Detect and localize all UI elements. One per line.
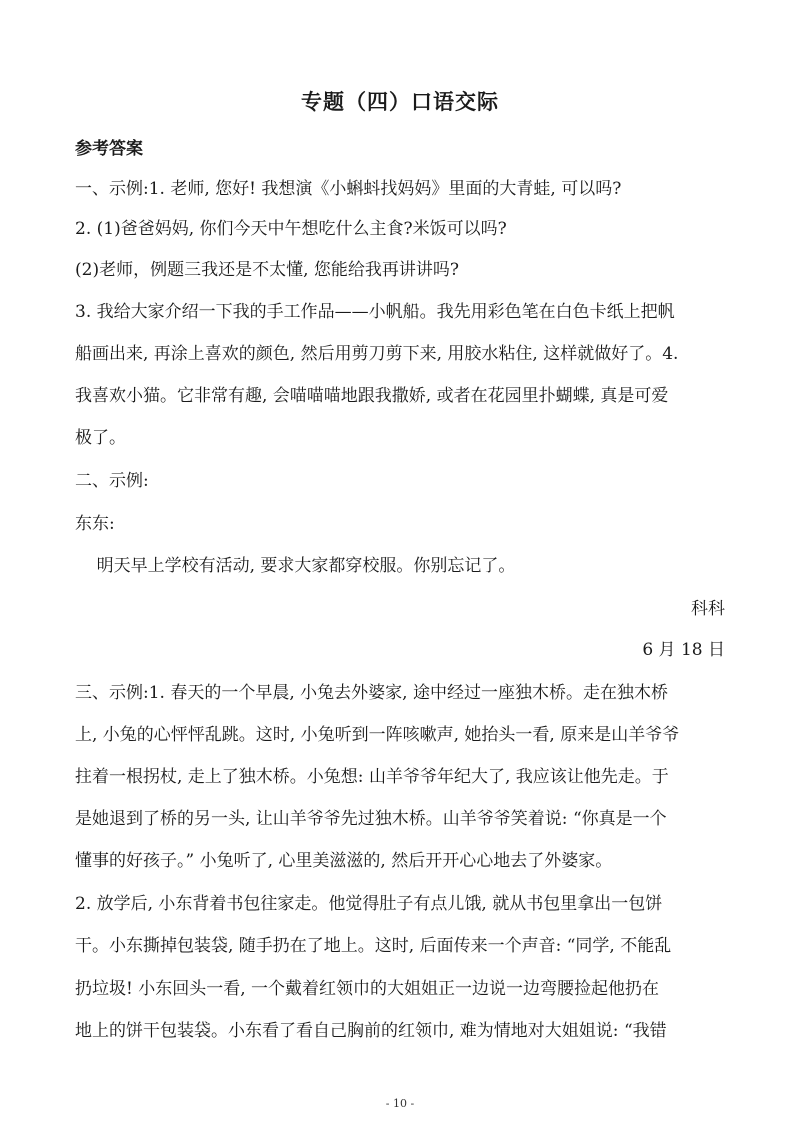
- text-line: 拄着一根拐杖, 走上了独木桥。小兔想: 山羊爷爷年纪大了, 我应该让他先走。于: [75, 767, 669, 787]
- letter-salutation: 东东:: [75, 514, 115, 534]
- page-number: - 10 -: [385, 1097, 415, 1110]
- text-line: 船画出来, 再涂上喜欢的颜色, 然后用剪刀剪下来, 用胶水粘住, 这样就做好了。4.: [75, 344, 679, 364]
- text-line: 一、示例:1. 老师, 您好! 我想演《小蝌蚪找妈妈》里面的大青蛙, 可以吗?: [75, 179, 622, 199]
- section-heading: 二、示例:: [75, 471, 149, 491]
- text-line: 极了。: [75, 428, 126, 448]
- page-title: 专题（四）口语交际: [301, 90, 499, 114]
- text-line: 干。小东撕掉包装袋, 随手扔在了地上。这时, 后面传来一个声音: “同学, 不能乱: [75, 936, 672, 956]
- answer-heading: 参考答案: [75, 139, 143, 159]
- letter-signature: 科科: [691, 599, 725, 619]
- text-line: 上, 小兔的心怦怦乱跳。这时, 小兔听到一阵咳嗽声, 她抬头一看, 原来是山羊爷爷: [75, 725, 680, 745]
- text-line: 是她退到了桥的另一头, 让山羊爷爷先过独木桥。山羊爷爷笑着说: “你真是一个: [75, 809, 667, 829]
- text-line: (2)老师，例题三我还是不太懂, 您能给我再讲讲吗?: [75, 260, 460, 280]
- text-line: 三、示例:1. 春天的一个早晨, 小兔去外婆家, 途中经过一座独木桥。走在独木桥: [75, 683, 668, 703]
- text-line: 2. (1)爸爸妈妈, 你们今天中午想吃什么主食?米饭可以吗?: [75, 219, 507, 239]
- text-line: 3. 我给大家介绍一下我的手工作品——小帆船。我先用彩色笔在白色卡纸上把帆: [75, 302, 675, 322]
- text-line: 我喜欢小猫。它非常有趣, 会喵喵喵地跟我撒娇, 或者在花园里扑蝴蝶, 真是可爱: [75, 386, 669, 406]
- letter-body: 明天早上学校有活动, 要求大家都穿校服。你别忘记了。: [75, 556, 516, 576]
- text-line: 扔垃圾! 小东回头一看, 一个戴着红领巾的大姐姐正一边说一边弯腰捡起他扔在: [75, 979, 660, 999]
- letter-date: 6 月 18 日: [642, 640, 725, 660]
- text-line: 2. 放学后, 小东背着书包往家走。他觉得肚子有点儿饿, 就从书包里拿出一包饼: [75, 894, 663, 914]
- text-line: 地上的饼干包装袋。小东看了看自己胸前的红领巾, 难为情地对大姐姐说: “我错: [75, 1021, 667, 1041]
- text-line: 懂事的好孩子。” 小兔听了, 心里美滋滋的, 然后开开心心地去了外婆家。: [75, 851, 613, 871]
